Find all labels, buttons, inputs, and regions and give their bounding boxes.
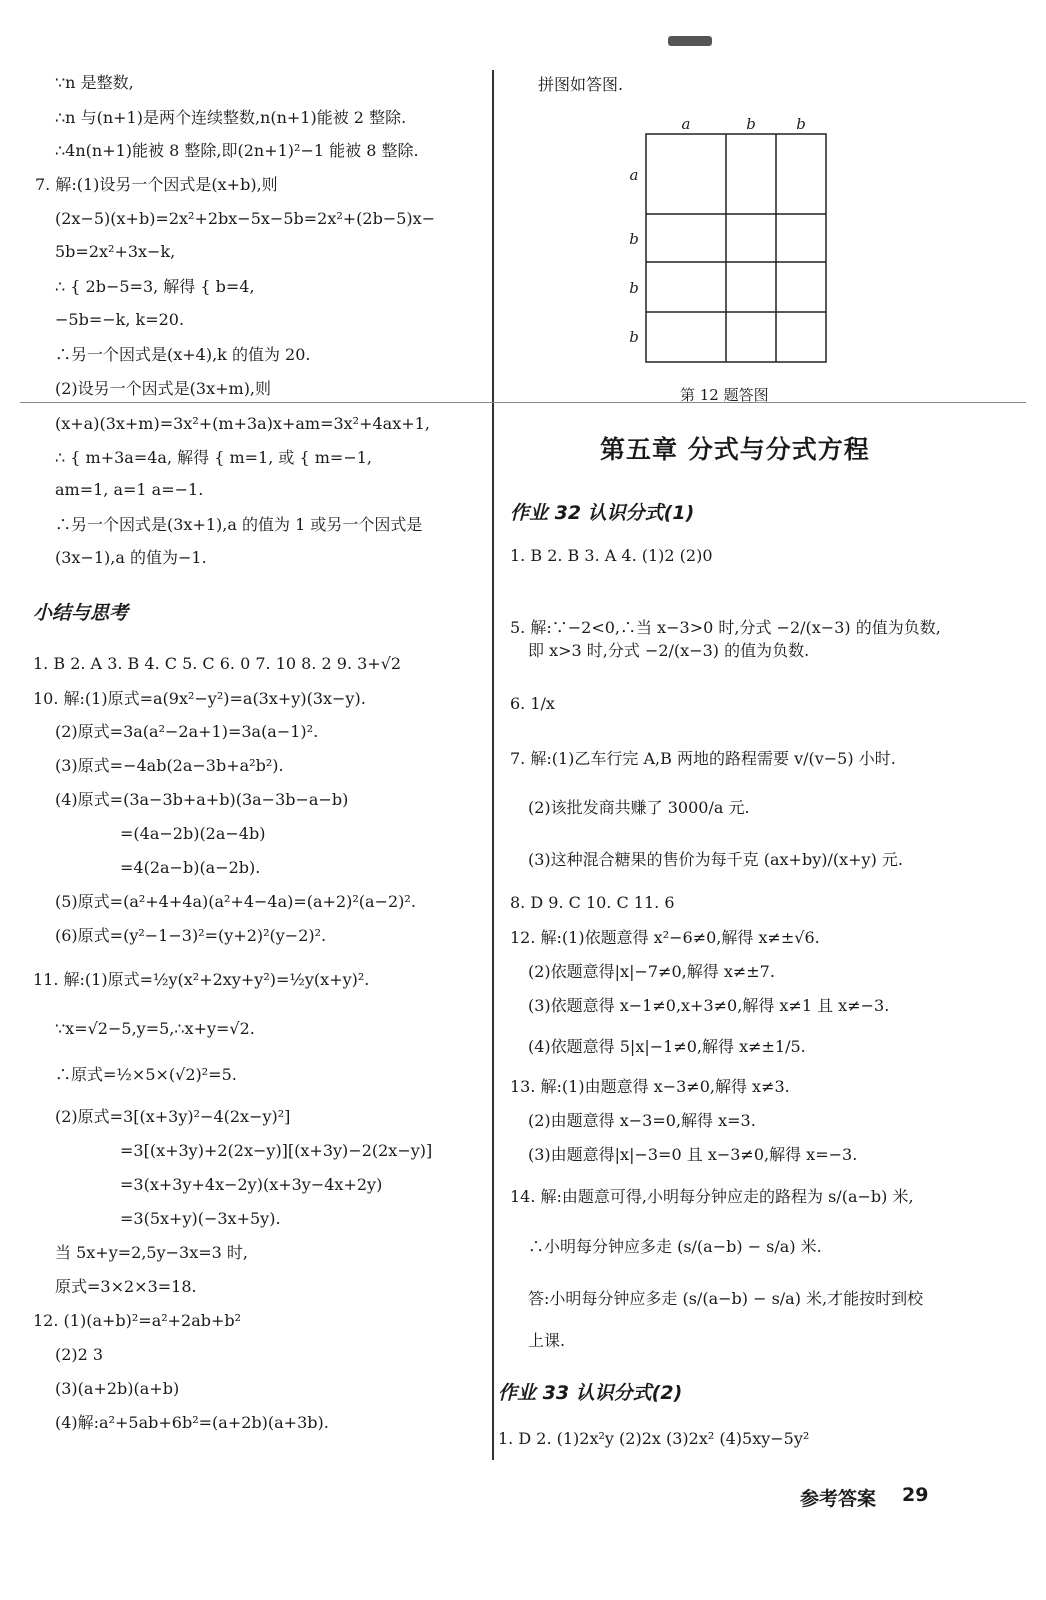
text-line: =3(5x+y)(−3x+5y). (120, 1209, 281, 1228)
text-line: 即 x>3 时,分式 −2/(x−3) 的值为负数. (528, 641, 810, 660)
text-line: 答:小明每分钟应多走 (s/(a−b) − s/a) 米,才能按时到校 (528, 1289, 924, 1308)
grid-label-left-b1: b (629, 230, 639, 248)
text-line: (3x−1),a 的值为−1. (55, 548, 207, 567)
figure-caption: 第 12 题答图 (680, 386, 769, 404)
text-line: (3)原式=−4ab(2a−3b+a²b²). (55, 756, 284, 775)
text-line: ∵x=√2−5,y=5,∴x+y=√2. (55, 1019, 255, 1038)
grid-label-left-b2: b (629, 279, 639, 297)
page-top-mark (668, 36, 712, 46)
text-line: (2)原式=3[(x+3y)²−4(2x−y)²] (55, 1107, 291, 1126)
text-line: (2)2 3 (55, 1345, 104, 1364)
text-line: 13. 解:(1)由题意得 x−3≠0,解得 x≠3. (510, 1077, 790, 1096)
text-line: (4)依题意得 5|x|−1≠0,解得 x≠±1/5. (528, 1037, 806, 1056)
text-line: 1. B 2. B 3. A 4. (1)2 (2)0 (510, 546, 713, 565)
text-line: =3[(x+3y)+2(2x−y)][(x+3y)−2(2x−y)] (120, 1141, 433, 1160)
text-line: 原式=3×2×3=18. (55, 1277, 197, 1296)
text-line: ∴n 与(n+1)是两个连续整数,n(n+1)能被 2 整除. (55, 108, 407, 127)
hw33-heading: 作业 33 认识分式(2) (498, 1382, 683, 1404)
text-line: 14. 解:由题意可得,小明每分钟应走的路程为 s/(a−b) 米, (510, 1187, 914, 1206)
text-line: 11. 解:(1)原式=½y(x²+2xy+y²)=½y(x+y)². (33, 970, 370, 989)
section-divider (20, 402, 1026, 403)
text-line: ∴4n(n+1)能被 8 整除,即(2n+1)²−1 能被 8 整除. (55, 141, 419, 160)
text-line: =3(x+3y+4x−2y)(x+3y−4x+2y) (120, 1175, 383, 1194)
equation-system-line: ∴ { 2b−5=3, 解得 { b=4, (55, 277, 255, 296)
text-line: 5b=2x²+3x−k, (55, 242, 176, 261)
grid-label-left-a: a (629, 166, 639, 184)
text-line: 5. 解:∵−2<0,∴当 x−3>0 时,分式 −2/(x−3) 的值为负数, (510, 618, 941, 637)
text-line: (2)原式=3a(a²−2a+1)=3a(a−1)². (55, 722, 319, 741)
page-number: 29 (902, 1484, 929, 1506)
grid-label-left-b3: b (629, 328, 639, 346)
equation-system-line: −5b=−k, k=20. (55, 310, 185, 329)
text-line: 10. 解:(1)原式=a(9x²−y²)=a(3x+y)(3x−y). (33, 689, 366, 708)
text-line: 上课. (528, 1331, 566, 1350)
puzzle-grid-figure (620, 112, 840, 368)
text-line: (3)依题意得 x−1≠0,x+3≠0,解得 x≠1 且 x≠−3. (528, 996, 890, 1015)
summary-heading: 小结与思考 (33, 602, 129, 624)
text-line: (x+a)(3x+m)=3x²+(m+3a)x+am=3x²+4ax+1, (55, 414, 430, 433)
text-line: 1. B 2. A 3. B 4. C 5. C 6. 0 7. 10 8. 2 9. 3+√2 (33, 654, 402, 673)
text-line: ∴小明每分钟应多走 (s/(a−b) − s/a) 米. (528, 1237, 822, 1256)
equation-system-line: ∴ { m+3a=4a, 解得 { m=1, 或 { m=−1, (55, 448, 373, 467)
footer-label: 参考答案 (800, 1488, 877, 1510)
text-line: 7. 解:(1)设另一个因式是(x+b),则 (35, 175, 278, 194)
text-line: (3)(a+2b)(a+b) (55, 1379, 180, 1398)
text-line: ∴另一个因式是(3x+1),a 的值为 1 或另一个因式是 (55, 515, 423, 534)
grid-label-top-b2: b (796, 115, 806, 133)
text-line: 7. 解:(1)乙车行完 A,B 两地的路程需要 v/(v−5) 小时. (510, 749, 896, 768)
text-line: ∵n 是整数, (55, 73, 134, 92)
text-line: =4(2a−b)(a−2b). (120, 858, 261, 877)
text-line: 8. D 9. C 10. C 11. 6 (510, 893, 675, 912)
text-line: 12. (1)(a+b)²=a²+2ab+b² (33, 1311, 242, 1330)
text-line: (5)原式=(a²+4+4a)(a²+4−4a)=(a+2)²(a−2)². (55, 892, 416, 911)
grid-label-top-a: a (681, 115, 691, 133)
text-line: (2x−5)(x+b)=2x²+2bx−5x−5b=2x²+(2b−5)x− (55, 209, 436, 228)
text-line: (6)原式=(y²−1−3)²=(y+2)²(y−2)². (55, 926, 327, 945)
text-line: 6. 1/x (510, 694, 555, 713)
text-line: 1. D 2. (1)2x²y (2)2x (3)2x² (4)5xy−5y² (498, 1429, 810, 1448)
grid-label-top-b1: b (746, 115, 756, 133)
text-line: 当 5x+y=2,5y−3x=3 时, (55, 1243, 248, 1262)
text-line: (2)依题意得|x|−7≠0,解得 x≠±7. (528, 962, 775, 981)
text-line: 拼图如答图. (538, 75, 624, 94)
text-line: 12. 解:(1)依题意得 x²−6≠0,解得 x≠±√6. (510, 928, 820, 947)
text-line: =(4a−2b)(2a−4b) (120, 824, 266, 843)
text-line: (4)原式=(3a−3b+a+b)(3a−3b−a−b) (55, 790, 349, 809)
text-line: (3)这种混合糖果的售价为每千克 (ax+by)/(x+y) 元. (528, 850, 904, 869)
text-line: (4)解:a²+5ab+6b²=(a+2b)(a+3b). (55, 1413, 329, 1432)
equation-system-line: am=1, a=1 a=−1. (55, 480, 204, 499)
text-line: ∴原式=½×5×(√2)²=5. (55, 1065, 237, 1084)
hw32-heading: 作业 32 认识分式(1) (510, 502, 695, 524)
text-line: (2)由题意得 x−3=0,解得 x=3. (528, 1111, 756, 1130)
text-line: (2)设另一个因式是(3x+m),则 (55, 379, 272, 398)
text-line: (2)该批发商共赚了 3000/a 元. (528, 798, 750, 817)
text-line: (3)由题意得|x|−3=0 且 x−3≠0,解得 x=−3. (528, 1145, 858, 1164)
text-line: ∴另一个因式是(x+4),k 的值为 20. (55, 345, 311, 364)
column-divider (492, 70, 494, 1460)
chapter-title: 第五章 分式与分式方程 (600, 435, 870, 464)
